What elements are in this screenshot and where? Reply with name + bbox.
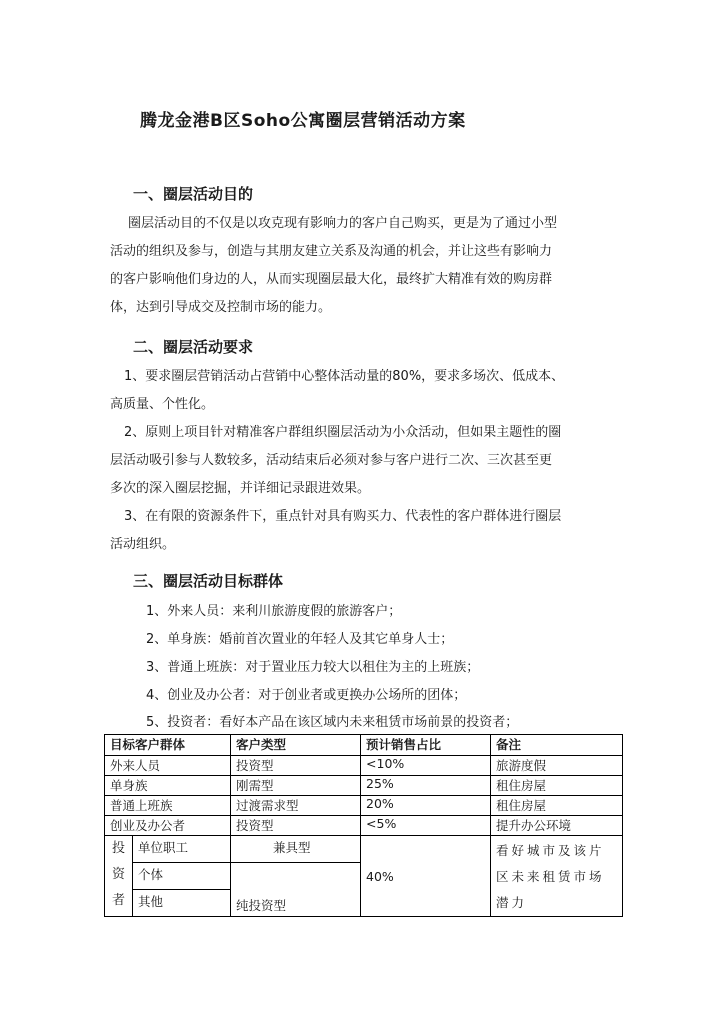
investor-note-cell: 看好城市及该片区未来租赁市场潜力: [491, 836, 623, 917]
investor-type-cell: 纯投资型: [231, 863, 361, 917]
target-group-item: 4、创业及办公者：对于创业者或更换办公场所的团体；: [146, 688, 467, 703]
section2-line: 多次的深入圈层挖掘，并详细记录跟进效果。: [110, 481, 371, 496]
investor-sub-cell: 单位职工: [133, 836, 231, 863]
table-cell: 普通上班族: [105, 796, 231, 816]
target-group-item: 1、外来人员：来利川旅游度假的旅游客户；: [146, 604, 402, 619]
table-cell: <10%: [361, 756, 491, 776]
table-cell: 投资型: [231, 756, 361, 776]
customer-group-table: [104, 734, 623, 917]
table-cell: <5%: [361, 816, 491, 836]
table-cell: 投资型: [231, 816, 361, 836]
table-row: [105, 756, 623, 776]
investor-ratio-cell: 40%: [361, 836, 491, 917]
table-header-cell: 备注: [491, 735, 623, 756]
target-group-item: 3、普通上班族：对于置业压力较大以租住为主的上班族；: [146, 660, 480, 675]
investor-group-label: 投资者: [111, 841, 125, 908]
target-group-item: 2、单身族：婚前首次置业的年轻人及其它单身人士；: [146, 632, 454, 647]
table-row-investor: [105, 836, 623, 863]
table-cell: 创业及办公者: [105, 816, 231, 836]
table-cell: 20%: [361, 796, 491, 816]
investor-sub-cell: 个体: [133, 863, 231, 890]
document-title: 腾龙金港B区Soho公寓圈层营销活动方案: [140, 111, 466, 131]
section1-line: 的客户影响他们身边的人，从而实现圈层最大化，最终扩大精准有效的购房群: [110, 272, 553, 287]
section1-line: 体，达到引导成交及控制市场的能力。: [110, 300, 332, 315]
table-header-cell: 客户类型: [231, 735, 361, 756]
section2-line: 层活动吸引参与人数较多，活动结束后必须对参与客户进行二次、三次甚至更: [110, 453, 553, 468]
section2-line: 1、要求圈层营销活动占营销中心整体活动量的80%，要求多场次、低成本、: [124, 369, 565, 384]
table-row: [105, 776, 623, 796]
table-cell: 过渡需求型: [231, 796, 361, 816]
section2-line: 3、在有限的资源条件下，重点针对具有购买力、代表性的客户群体进行圈层: [124, 509, 562, 524]
section2-line: 高质量、个性化。: [110, 397, 215, 412]
table-header-cell: 目标客户群体: [105, 735, 231, 756]
section2-line: 活动组织。: [110, 537, 176, 552]
section2-line: 2、原则上项目针对精准客户群组织圈层活动为小众活动，但如果主题性的圈: [124, 425, 562, 440]
investor-group-cell: [105, 836, 133, 917]
table-header-row: [105, 735, 623, 756]
table-cell: 刚需型: [231, 776, 361, 796]
investor-sub-cell: 其他: [133, 890, 231, 917]
section1-line: 圈层活动目的不仅是以攻克现有影响力的客户自己购买，更是为了通过小型: [128, 216, 558, 231]
section1-line: 活动的组织及参与，创造与其朋友建立关系及沟通的机会，并让这些有影响力: [110, 244, 553, 259]
table-cell: 租住房屋: [491, 796, 623, 816]
section2-heading: 二、圈层活动要求: [133, 338, 254, 356]
table-cell: 租住房屋: [491, 776, 623, 796]
table-cell: 单身族: [105, 776, 231, 796]
table-cell: 外来人员: [105, 756, 231, 776]
table-row: [105, 796, 623, 816]
section1-heading: 一、圈层活动目的: [133, 185, 254, 203]
table-header-cell: 预计销售占比: [361, 735, 491, 756]
table-cell: 旅游度假: [491, 756, 623, 776]
table-cell: 提升办公环境: [491, 816, 623, 836]
section3-heading: 三、圈层活动目标群体: [133, 572, 284, 590]
table-row: [105, 816, 623, 836]
target-group-item: 5、投资者：看好本产品在该区域内未来租赁市场前景的投资者；: [146, 715, 519, 730]
table-cell: 25%: [361, 776, 491, 796]
investor-type-cell: 兼具型: [231, 836, 361, 863]
